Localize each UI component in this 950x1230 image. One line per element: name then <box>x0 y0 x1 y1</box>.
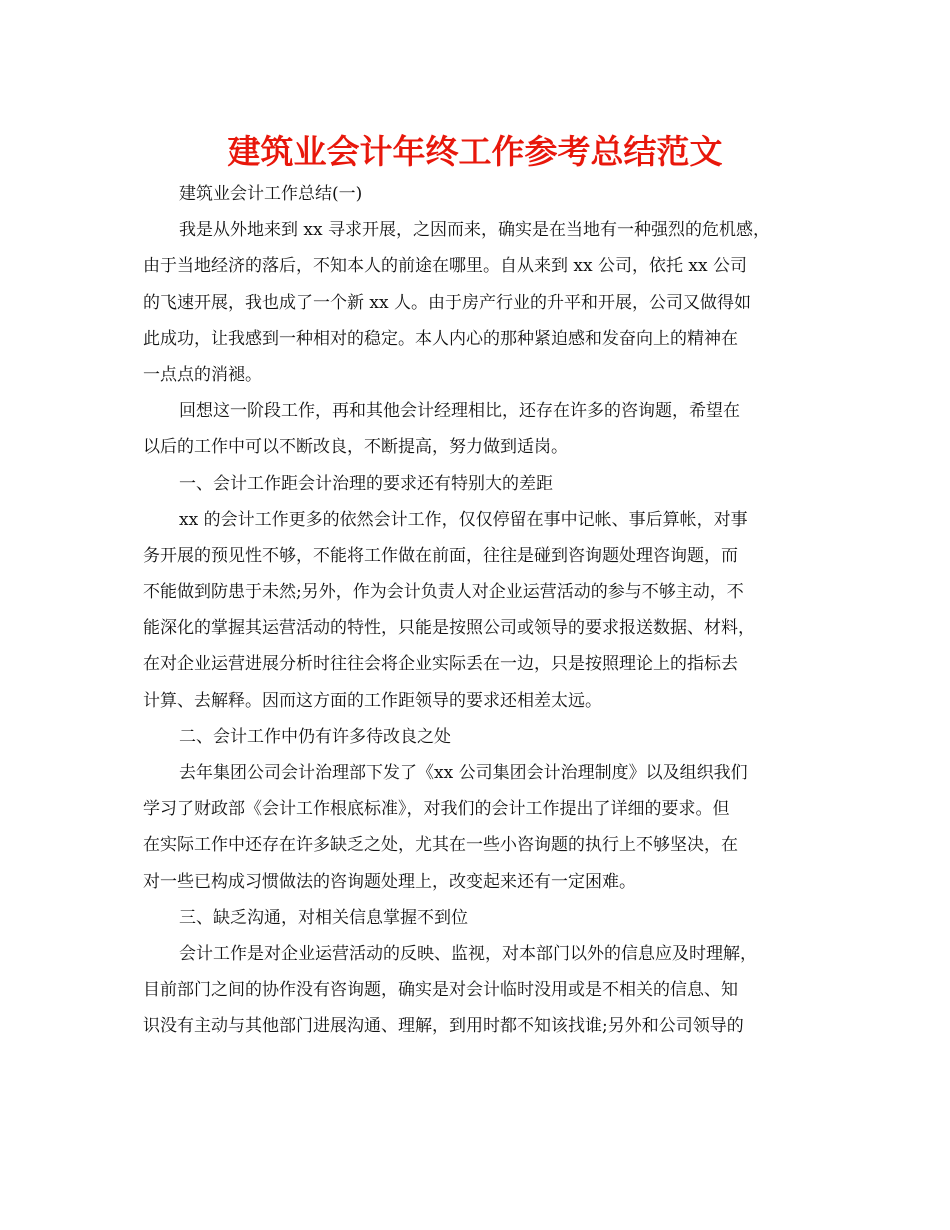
section-heading: 三、缺乏沟通，对相关信息掌握不到位 <box>179 907 468 928</box>
paragraph-line: 我是从外地来到 xx 寻求开展，之因而来，确实是在当地有一种强烈的危机感， <box>179 220 770 241</box>
subtitle-line: 建筑业会计工作总结(一) <box>179 184 363 204</box>
paragraph-line: 学习了财政部《会计工作根底标准》，对我们的会计工作提出了详细的要求。但 <box>143 799 730 820</box>
paragraph-line: 目前部门之间的协作没有咨询题，确实是对会计临时没用或是不相关的信息、知 <box>143 980 738 1001</box>
paragraph-line: 以后的工作中可以不断改良，不断提高，努力做到适岗。 <box>143 437 568 458</box>
document-title: 建筑业会计年终工作参考总结范文 <box>227 132 723 171</box>
paragraph-line: 的飞速开展，我也成了一个新 xx 人。由于房产行业的升平和开展，公司又做得如 <box>143 292 751 313</box>
paragraph-line: 能深化的掌握其运营活动的特性，只能是按照公司或领导的要求报送数据、材料， <box>143 618 755 639</box>
section-heading: 一、会计工作距会计治理的要求还有特别大的差距 <box>179 473 553 494</box>
paragraph-line: 在实际工作中还存在许多缺乏之处，尤其在一些小咨询题的执行上不够坚决，在 <box>143 835 738 856</box>
paragraph-line: 会计工作是对企业运营活动的反映、监视，对本部门以外的信息应及时理解， <box>179 943 757 964</box>
section-heading: 二、会计工作中仍有许多待改良之处 <box>179 726 451 747</box>
paragraph-line: 此成功，让我感到一种相对的稳定。本人内心的那种紧迫感和发奋向上的精神在 <box>143 328 738 349</box>
paragraph-line: 计算、去解释。因而这方面的工作距领导的要求还相差太远。 <box>143 690 602 711</box>
paragraph-line: 识没有主动与其他部门进展沟通、理解，到用时都不知该找谁;另外和公司领导的 <box>143 1016 744 1037</box>
document-body <box>143 176 808 1045</box>
paragraph-line: 由于当地经济的落后，不知本人的前途在哪里。自从来到 xx 公司，依托 xx 公司 <box>143 256 747 277</box>
paragraph-line: 一点点的消褪。 <box>143 364 262 385</box>
paragraph-line: 在对企业运营进展分析时往往会将企业实际丢在一边，只是按照理论上的指标去 <box>143 654 738 675</box>
paragraph-line: 回想这一阶段工作，再和其他会计经理相比，还存在许多的咨询题，希望在 <box>179 401 740 422</box>
paragraph-line: 去年集团公司会计治理部下发了《xx 公司集团会计治理制度》以及组织我们 <box>179 763 748 783</box>
paragraph-line: 务开展的预见性不够，不能将工作做在前面，往往是碰到咨询题处理咨询题，而 <box>143 545 738 566</box>
paragraph-line: 不能做到防患于未然;另外，作为会计负责人对企业运营活动的参与不够主动，不 <box>143 582 744 603</box>
paragraph-line: 对一些已构成习惯做法的咨询题处理上，改变起来还有一定困难。 <box>143 871 636 892</box>
paragraph-line: xx 的会计工作更多的依然会计工作，仅仅停留在事中记帐、事后算帐，对事 <box>179 509 748 530</box>
